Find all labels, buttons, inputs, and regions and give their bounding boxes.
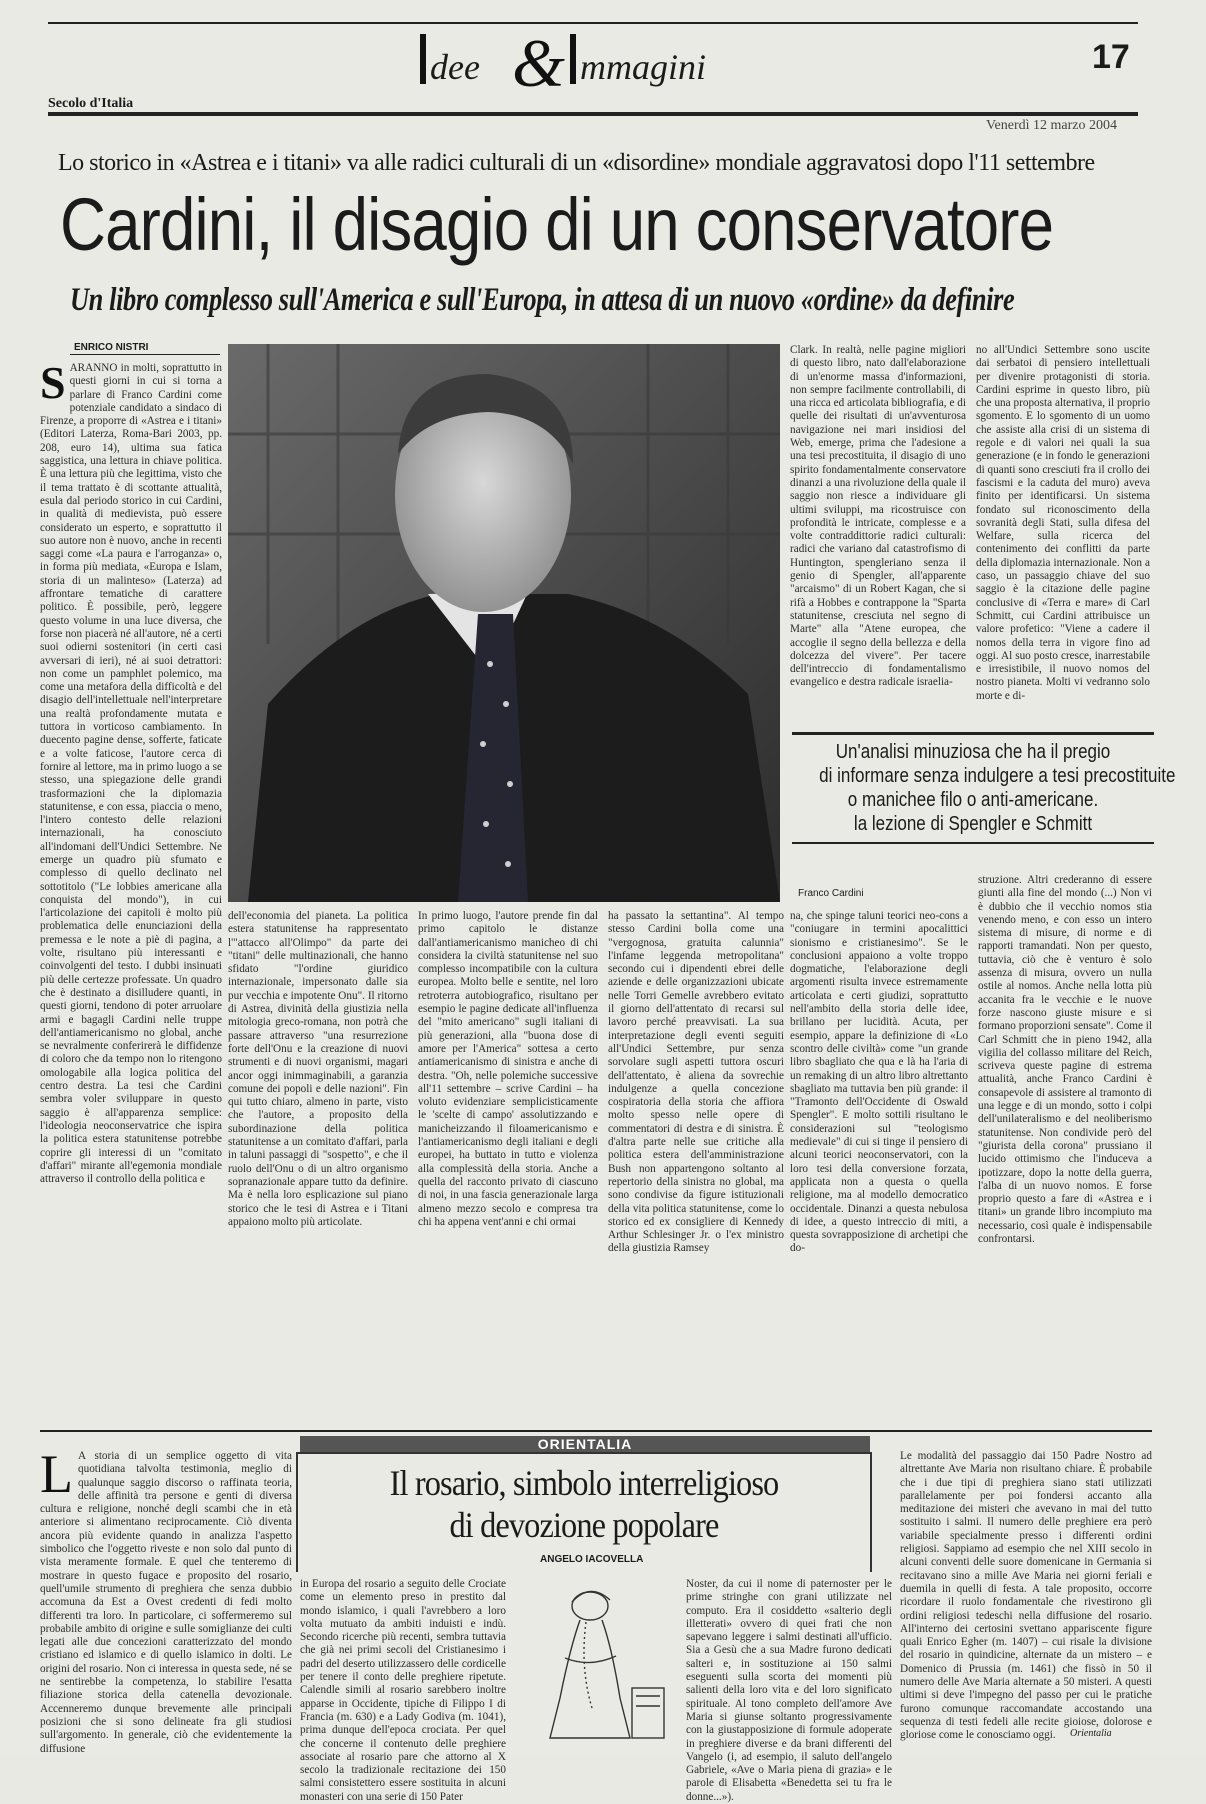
- pullquote-rule-top: [792, 732, 1154, 735]
- sidebar-illustration: [520, 1578, 680, 1744]
- sidebar-box-top: [296, 1452, 872, 1454]
- section-title-right: mmagini: [580, 47, 706, 87]
- pullquote: [792, 740, 1176, 836]
- section-bar-right: [570, 34, 576, 84]
- sidebar-column-4: Le modalità del passaggio dai 150 Padre Nostro ad altrettante Ave Maria non risultano chiare. È probabile che i due tipi di preghiera siano stati utilizzati parallelamente per poi fondersi accanto alla meditazione dei misteri che avevano in mai del tutto sostituito i salmi. Il numero delle preghiere era però variabile specialmente presso i differenti ordini religiosi. Sappiamo ad esempio che nel XIII secolo in alcuni conventi delle suore domenicane in Germania si recitavano sino a mille Ave Maria nei giorni feriali e duemila in quelli di festa. A tale proposito, occorre ricordare il ruolo fondamentale che rivestirono gli ordini religiosi tedeschi nella diffusione del rosario. All'interno dei certosini svettano appariscente figure quali Enrico Egher (m. 1407) – cui risale la divisione del rosario in quindicine, alternate da un mistero – e Domenico di Prussia (m. 1461) che fissò in 50 il numero delle Ave Maria alternate a 50 misteri. A questi ultimi si deve l'impegno del passo per cui le pratiche furono comunque raccomandate accostando una sequenza di testi fedeli alle recite gioiose, dolorose e gloriose come le conosciamo oggi.: [900, 1450, 1152, 1742]
- page-number: 17: [1092, 38, 1130, 76]
- article-column-5: Clark. In realtà, nelle pagine migliori di questo libro, nato dall'elaborazione di un'enorme massa d'informazioni, non sempre facilmente controllabili, di una ricca ed articolata bibliografia, e di quelle dei risultati di un'avventurosa navigazione nei mari insidiosi del Web, emerge, prima che l'adesione a una tesi precostituita, il disagio di uno spirito fondamentalmente conservatore dinanzi a una rivoluzione della quale il saggio non riesce a individuare gli ultimi sviluppi, ma ricostruisce con profondità le intricate, complesse e a volte contraddittorie radici culturali: radici che variano dal catastrofismo di Huntington, spengleriano senza il genio di Spengler, all'apparente "arcaismo" di un Robert Kagan, che si rifà a Hobbes e contrappone la "Sparta statunitense, cresciuta nel segno di Marte" alla "Atene europea, che accoglie il segno della bellezza e della dolcezza del vivere". Per tacere dell'intreccio di fondamentalismo evangelico e destra radicale israelia-: [790, 344, 966, 689]
- monk-with-rosary-illustration: [520, 1578, 680, 1744]
- article-column-2: dell'economia del pianeta. La politica estera statunitense ha rappresentato l'"attacco all'Olimpo" da parte dei "titani" delle multinazionali, che hanno sfidato "l'ordine giuridico internazionale, impersonato dalle sia pur vecchia e impotente Onu". Il ritorno di Astrea, divinità della giustizia nella mitologia greco-romana, non potrà che passare attraverso "una resurrezione forte dell'Onu e la creazione di nuovi strumenti e di nuovi organismi, magari ancor oggi inimmaginabili, a garanzia comune dei popoli e delle nazioni". Fin qui tutto chiaro, almeno in parte, visto che l'autore, a proposito della subordinazione della politica statunitense a un comitato d'affari, parla in taluni passaggi di "sospetto", e che il ruolo dell'Onu o di un altro organismo sopranazionale appare tutto da definire. Ma è nella loro esplicazione sul piano storico che le tesi di Astrea e i Titani appaiono molto più articolate.: [228, 910, 408, 1228]
- section-title-left: dee: [430, 47, 480, 87]
- author-photo: [228, 344, 780, 902]
- pullquote-line-1: Un'analisi minuziosa che ha il pregio: [835, 741, 1111, 763]
- sidebar-column-3: Noster, da cui il nome di paternoster per le prime stringhe con grani utilizzate nel computo. Era il cosiddetto «salterio degli illetterati» ovvero di quei frati che non sapevano leggere i salmi destinati all'ufficio. Sia a Gesù che a sua Madre furono dedicati salteri e, in sostituzione ai 150 salmi eseguenti sulla scorta dei momenti più salienti della loro vita e del loro significato spirituale. Al tono completo dell'amore Ave Maria si giunse soltanto progressivamente con la giustapposizione di formule adoperate in preghiere diverse e da brani differenti del Vangelo (i, ad esempio, il saluto dell'angelo Gabriele, «Ave o Maria piena di grazia» e le parole di Elisabetta «Benedetta sei tu fra le donne...»).: [686, 1578, 892, 1803]
- article-headline: Cardini, il disagio di un conservatore: [60, 183, 1054, 266]
- sidebar-label-bar: [300, 1436, 870, 1452]
- top-rule: [48, 22, 1138, 24]
- article-col1-text: ARANNO in molti, soprattutto in questi giorni in cui si torna a parlare di Franco Cardini come potenziale candidato a sindaco di Firenze, a proporre di «Astrea e i titani» (Editori Laterza, Roma-Bari 2003, pp. 208, euro 14), ultima sua fatica saggistica, una lettura in chiave politica. È una lettura più che legittima, visto che il tema trattato è di scottante attualità, esula dal periodo storico in cui Cardini, in qualità di medievista, può essere considerato un esperto, e soprattutto il suo autore non è nuovo, anche in recenti saggi come «La paura e l'arroganza» o, in forma più mediata, «Europa e Islam, storia di un malinteso» (Laterza) ad affrontare tematiche di carattere politico. È possibile, però, leggere questo volume in una luce diversa, che forse non piacerà né all'autore, né a certi suoi odierni sostenitori (in certi casi avversari di ieri), né ai suoi detrattori: non come un pamphlet polemico, ma come una metafora della difficoltà e del disagio dell'intellettuale nell'interpretare una realtà profondamente mutata e tuttora in vorticoso cambiamento. In duecento pagine dense, sofferte, faticate e a volte faticose, l'autore cerca di fornire al lettore, ma in primo luogo a se stesso, una spiegazione delle grandi trasformazioni che la diplomazia statunitense, e con essa, piaccia o meno, l'intero contesto delle relazioni internazionali, ha conosciuto all'indomani dell'Undici Settembre. Ne emerge un quadro più sfumato e complesso di quello declinato nel sottotitolo ("Le lobbies americane alla conquista del mondo"), in cui l'articolazione dei capitoli è molto più problematica delle enunciazioni della premessa e le note a piè di pagina, a volte, risultano più interessanti e coinvolgenti del testo. I dubbi insinuati più delle certezze professate. Un quadro che è destinato a disilludere quanti, in questi giorni, tendono di poter arruolare armi e bagagli Cardini nelle truppe dell'antiamericanismo no global, anche se nevralmente conferirerà le diffidenze di coloro che da tempo non lo ritengono omologabile alla logica politica del centro destra. La tesi che Cardini sembra voler sviluppare in questo saggio è all'apparenza semplice: l'ideologia neoconservatrice che ispira la politica estera statunitense potrebbe coprire gli interessi di un "comitato d'affari" mirante all'egemonia mondiale attraverso il controllo della politica e: [40, 362, 222, 1186]
- sidebar-byline: ANGELO IACOVELLA: [540, 1554, 644, 1565]
- article-kicker: Lo storico in «Astrea e i titani» va alle radici culturali di un «disordine» mondiale aggravatosi dopo l'11 settembre: [58, 150, 1095, 176]
- section-bar-left: [420, 34, 426, 84]
- sidebar-top-rule: [40, 1430, 1152, 1432]
- article-column-7: na, che spinge taluni teorici neo-cons a "coniugare in termini apocalittici sionismo e cristianesimo". Se le conclusioni appaiono a volte troppo dogmatiche, l'elaborazione degli argomenti risulta invece estremamente articolata e certi giudizi, soprattutto nell'ambito della storia delle idee, brillano per lucidità. Acuta, per esempio, appare la definizione di «Lo scontro delle civiltà» come "un grande libro sbagliato che qua e là ha l'aria di un remaking di un altro libro altrettanto sbagliato ma tuttavia ben più grande: il "Tramonto dell'Occidente di Oswald Spengler". E molto sottili risultano le considerazioni sul "teologismo medievale" di cui si tinge il pensiero di alcuni teorici neoconservatori, con la loro tesi della conversione forzata, applicata non a questa o quella religione, ma al modello democratico occidentale. Dinanzi a questa nebulosa di idee, a questo intreccio di miti, a questa sovrapposizione di archetipi che do-: [790, 910, 968, 1255]
- article-column-3: In primo luogo, l'autore prende fin dal primo capitolo le distanze dall'antiamericanismo manicheo di chi considera la civiltà statunitense nel suo complesso incompatibile con la cultura europea. Molto belle e sentite, nel loro retroterra autobiografico, risultano per esempio le pagine dedicate all'influenza del "mito americano" sugli italiani di più generazioni, alla "buona dose di amore per l'America" sottesa a certo antiamericanismo di sinistra e anche di destra. "Oh, nelle polemiche successive all'11 settembre – scrive Cardini – ha voluto evidenziare semplicisticamente le 'scelte di campo' assolutizzando e manicheizzando il filoamericanismo e l'antiamericanismo degli italiani e degli europei, ha buttato in tutto e violenza alla complessità della storia. Anche a quella del racconto privato di ciascuno di noi, in una fascia generazionale larga almeno mezzo secolo e compresa tra chi ha appena vent'anni e chi ormai: [418, 910, 598, 1228]
- portrait-illustration: [228, 344, 780, 902]
- article-dropcap: S: [40, 357, 66, 408]
- pullquote-line-2: di informare senza indulgere a tesi precostituite: [819, 765, 1176, 787]
- sidebar-column-2: in Europa del rosario a seguito delle Crociate come un elemento preso in prestito dal mondo islamico, i quali l'avrebbero a loro volta mutuato da ambiti induisti e indù. Secondo ricerche più recenti, sembra tuttavia che già nei primi secoli del Cristianesimo i padri del deserto utilizzassero delle cordicelle per tenere il conto delle preghiere ripetute. Calendle simili al rosario sarebbero inoltre apparse in Occidente, tipiche di Filippo I di Francia (m. 630) e a Lady Godiva (m. 1041), prima dunque dell'epoca crociata. Per quel che concerne il contenuto delle preghiere associate al rosario pare che attorno al X secolo la tradizionale recitazione dei 150 salmi consistettero essere sostituita in alcuni monasteri con una serie di 150 Pater: [300, 1578, 506, 1803]
- pullquote-rule-bottom: [792, 842, 1154, 844]
- article-column-1: [40, 357, 222, 1424]
- byline-rule: [70, 354, 220, 355]
- article-column-6: no all'Undici Settembre sono uscite dai serbatoi di pensiero intellettuali per divenire protagonisti di storia. Cardini esprime in questo libro, più che una proposta alternativa, il proprio sgomento. E lo sgomento di un uomo che assiste alla crisi di un sistema di regole e di valori nei quali la sua generazione (e in fondo le generazioni di quanti sono cresciuti fra il crollo dei fascismi e la caduta del muro) aveva finito per identificarsi. Un sistema fondato sul riconoscimento della sovranità degli Stati, sulla difesa del Welfare, sulla ricerca del contenimento dei conflitti da parte della diplomazia internazionale. Non a caso, un passaggio chiave del suo saggio è la citazione delle pagine conclusive di «Terra e mare» di Carl Schmitt, cui Cardini attribuisce un valore profetico: "Viene a cadere il nomos della terra in vigore fino ad oggi. Al suo posto cresce, inarrestabile e irresistibile, il nuovo nomos del nostro pianeta. Molti vi vedranno solo morte e di-: [976, 344, 1150, 702]
- newspaper-name: Secolo d'Italia: [48, 96, 134, 111]
- sidebar-credit: Orientalia: [1070, 1728, 1112, 1739]
- issue-date: Venerdì 12 marzo 2004: [986, 118, 1118, 133]
- sidebar-column-1: [40, 1444, 292, 1755]
- section-ampersand: &: [512, 25, 565, 101]
- article-byline: ENRICO NISTRI: [74, 342, 149, 353]
- masthead-rule: [48, 112, 1138, 116]
- sidebar-box-right: [870, 1452, 872, 1572]
- pullquote-line-3: o manichee filo o anti-americane.: [847, 789, 1099, 811]
- photo-caption: Franco Cardini: [798, 888, 864, 899]
- sidebar-headline-line-1: Il rosario, simbolo interreligioso: [389, 1463, 779, 1503]
- article-column-4: ha passato la settantina". Al tempo stesso Cardini bolla come una "vergognosa, gratuita calunnia" l'infame leggenda metropolitana" secondo cui i dipendenti ebrei delle aziende e delle organizzazioni ubicate nelle Torri Gemelle avrebbero evitato il giorno dell'attentato di recarsi sul lavoro perché preavvisati. La sua interpretazione degli eventi seguiti all'Undici Settembre, pur senza sorvolare sugli aspetti tuttora oscuri dell'attentato, è aliena da sovrechie indulgenze a quella concezione cospiratoria della storia che affiora molto spesso nelle opere di commentatori di destra e di sinistra. È d'altra parte nelle sue critiche alla politica estera dell'amministrazione Bush non appartengono soltanto al repertorio della sinistra no global, ma sono condivise da figure istituzionali della vita politica statunitense, come lo storico ed ex consigliere di Kennedy Arthur Schlesinger Jr. o l'ex ministro della giustizia Ramsey: [608, 910, 784, 1255]
- sidebar-col1-text: A storia di un semplice oggetto di vita quotidiana talvolta testimonia, meglio di qualunque saggio discorso o raffinata teoria, delle affinità tra persone e genti di diversa cultura e religione, nonché degli scambi che in età anteriore si alimentano reciprocamente. Ciò diventa ancora più evidente quando in analizza l'aspetto simbolico che l'oggetto riveste e non solo dal punto di vista meramente formale. E quel che tenteremo di mostrare in questo fugace e proposito del rosario, quell'umile strumento di preghiera che senza dubbio accomuna da Est a Ovest credenti di fedi molto differenti tra loro. In particolare, ci soffermeremo sul probabile ambito di origine e sulle somiglianze dei culti legati alle due concezioni caratterizzato del mondo cristiano ed islamico e di quello islamico in dolti. Le origini del rosario. Non ci interessa in questa sede, né se ne sentirebbe la competenza, lo stabilire l'esatta filiazione storica della catenella devozionale. Accenneremo dunque brevemente alle principali posizioni che si sono delineate fra gli studiosi sull'argomento. In generale, ciò che evidentemente la diffusione: [40, 1450, 292, 1755]
- sidebar-headline-line-2: di devozione popolare: [449, 1505, 719, 1545]
- pullquote-line-4: la lezione di Spengler e Schmitt: [853, 813, 1093, 835]
- article-column-8: struzione. Altri crederanno di essere giunti alla fine del mondo (...) Non vi è dubbio che il vecchio nomos stia venendo meno, e con esso un intero sistema di misure, di norme e di rapporti tramandati. Non per questo, tuttavia, ciò che è venturo è solo assenza di misura, ovvero un nulla ostile al nomos. Anche nella lotta più accanita fra le vecchie e le nuove forze nascono giuste misure e si formano proporzioni sensate". Come il Carl Schmitt che in pieno 1942, alla vigilia del collasso militare del Reich, scriveva queste pagine di estrema attualità, anche Franco Cardini è consapevole di assistere al tramonto di una legge e di un mondo, sotto i colpi dell'unilateralismo e del neoliberismo statunitense. Non condivide però del "giurista della corona" prussiano il lucido ottimismo che l'induceva a ipotizzare, dopo la notte della guerra, l'alba di un nuovo nomos. E forse proprio questo a fare di «Astrea e i titani» un grande libro incompiuto ma necessario, così quale è indispensabile confrontarsi.: [978, 874, 1152, 1246]
- sidebar-label: ORIENTALIA: [537, 1436, 633, 1452]
- article-subheadline: Un libro complesso sull'America e sull'Europa, in attesa di un nuovo «ordine» da definire: [70, 282, 1015, 318]
- sidebar-headline: [298, 1462, 870, 1546]
- sidebar-dropcap: L: [40, 1444, 73, 1504]
